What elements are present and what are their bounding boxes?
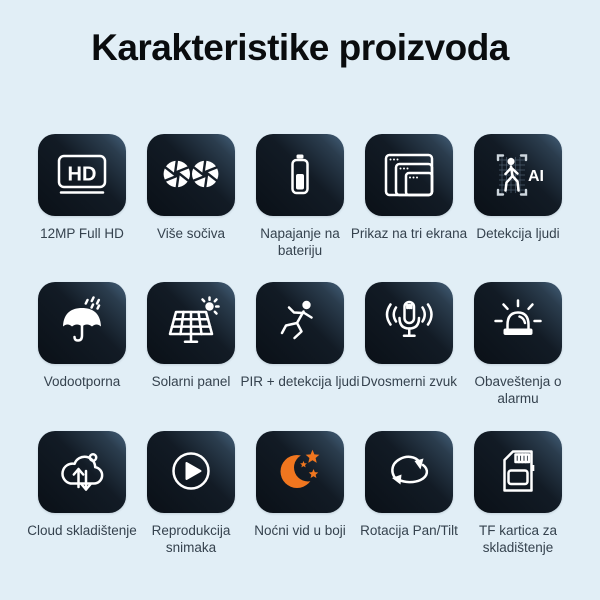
moon-stars-icon	[270, 444, 330, 500]
features-grid	[0, 134, 600, 557]
feature-label: Rotacija Pan/Tilt	[360, 522, 458, 538]
feature-cell-cloud	[27, 431, 137, 557]
feature-tile	[256, 431, 344, 513]
feature-tile	[474, 431, 562, 513]
feature-label: Cloud skladištenje	[27, 522, 137, 538]
hd-screen-icon	[52, 147, 112, 203]
feature-cell-alarm	[474, 282, 562, 408]
feature-label: Vodootporna	[43, 374, 121, 390]
feature-label: Reprodukcija snimaka	[151, 522, 231, 555]
feature-label: TF kartica za skladištenje	[478, 522, 557, 555]
feature-tile	[365, 282, 453, 364]
feature-label: Dvosmerni zvuk	[360, 374, 458, 390]
running-person-icon	[270, 295, 330, 351]
svg-text:AI: AI	[528, 167, 544, 185]
feature-label: Obaveštenja o alarmu	[474, 374, 562, 407]
alarm-siren-icon	[488, 295, 548, 351]
playback-icon	[161, 444, 221, 500]
feature-cell-battery	[256, 134, 344, 260]
feature-cell-nightvision	[256, 431, 344, 557]
feature-cell-pir	[240, 282, 360, 408]
feature-tile	[147, 431, 235, 513]
feature-tile	[474, 134, 562, 216]
feature-cell-audio	[360, 282, 458, 408]
svg-text:HD: HD	[67, 163, 97, 186]
microphone-waves-icon	[379, 295, 439, 351]
cloud-sync-icon	[52, 444, 112, 500]
feature-label: Napajanje na bateriju	[260, 225, 340, 258]
feature-tile	[365, 431, 453, 513]
feature-label: Noćni vid u boji	[254, 522, 346, 538]
feature-label: Više sočiva	[156, 225, 226, 241]
feature-tile	[147, 282, 235, 364]
feature-tile	[365, 134, 453, 216]
umbrella-rain-icon	[52, 295, 112, 351]
feature-cell-hd	[38, 134, 126, 260]
feature-label: Prikaz na tri ekrana	[350, 225, 468, 241]
page-title: Karakteristike proizvoda	[91, 27, 509, 68]
feature-tile	[38, 431, 126, 513]
feature-cell-lenses	[147, 134, 235, 260]
battery-icon	[270, 147, 330, 203]
feature-label: PIR + detekcija ljudi	[240, 374, 360, 390]
feature-cell-solar	[147, 282, 235, 408]
tf-card-icon	[488, 444, 548, 500]
feature-cell-waterproof	[38, 282, 126, 408]
feature-label: Detekcija ljudi	[476, 225, 560, 241]
feature-tile	[38, 282, 126, 364]
feature-cell-pantilt	[360, 431, 458, 557]
solar-panel-icon	[161, 295, 221, 351]
dual-aperture-icon	[161, 147, 221, 203]
feature-cell-screens	[350, 134, 468, 260]
feature-label: 12MP Full HD	[40, 225, 124, 241]
feature-tile	[147, 134, 235, 216]
pan-tilt-rotation-icon	[379, 444, 439, 500]
feature-cell-tfcard	[474, 431, 562, 557]
feature-tile	[256, 134, 344, 216]
feature-tile	[474, 282, 562, 364]
feature-label: Solarni panel	[151, 374, 231, 390]
feature-tile	[38, 134, 126, 216]
triple-screen-icon	[379, 147, 439, 203]
ai-person-detection-icon	[488, 147, 548, 203]
feature-cell-playback	[147, 431, 235, 557]
feature-tile	[256, 282, 344, 364]
feature-cell-ai	[474, 134, 562, 260]
